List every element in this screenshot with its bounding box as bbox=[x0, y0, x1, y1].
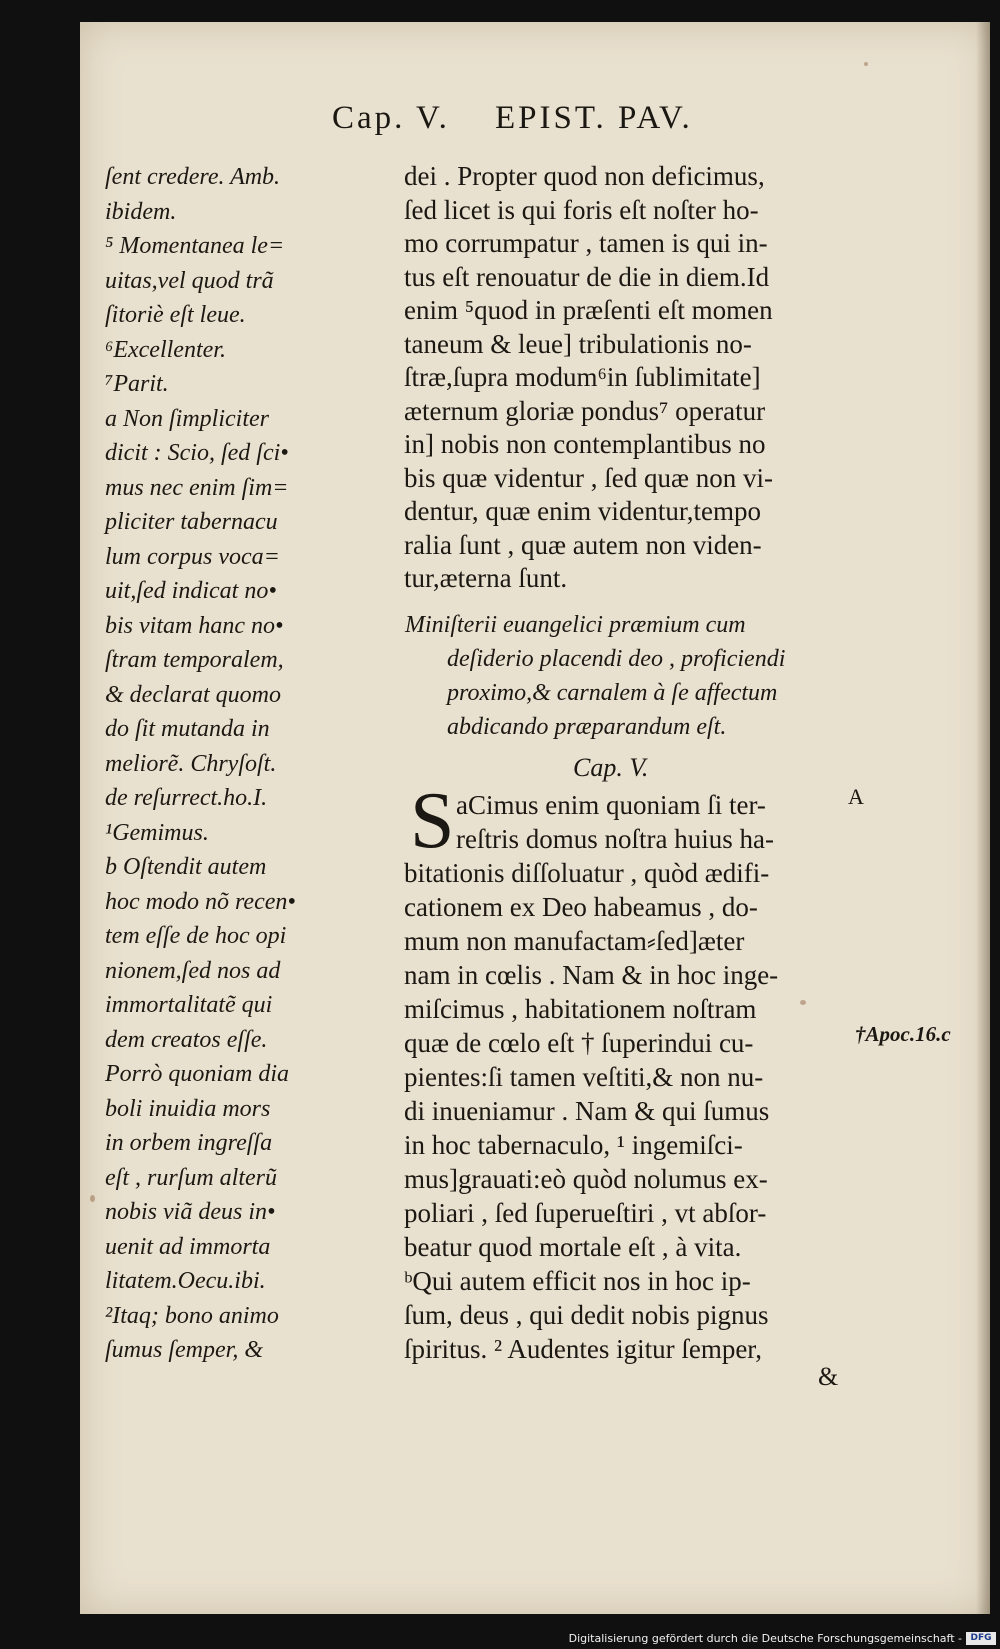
margin-note-line: dem creatos eſſe. bbox=[105, 1026, 268, 1053]
text-line: enim ⁵quod in præſenti eſt momen bbox=[404, 295, 773, 325]
main-text-block-1 bbox=[404, 160, 854, 596]
text-line: miſcimus , habitationem noſtram bbox=[404, 994, 757, 1024]
drop-capital: S bbox=[410, 777, 455, 865]
text-line: beatur quod mortale eſt , à vita. bbox=[404, 1232, 742, 1262]
margin-note-line: boli inuidia mors bbox=[105, 1095, 271, 1122]
margin-note-line: dicit : Scio, ſed ſci• bbox=[105, 440, 289, 466]
summary-line: proximo,& carnalem à ſe affectum bbox=[447, 680, 778, 706]
margin-note-line: lum corpus voca= bbox=[105, 543, 280, 570]
margin-note-line: immortalitatẽ qui bbox=[105, 992, 273, 1018]
margin-note-line: bis vitam hanc no• bbox=[105, 612, 284, 639]
margin-note-line: Porrò quoniam dia bbox=[105, 1061, 290, 1087]
text-line: ſed licet is qui foris eſt noſter ho- bbox=[404, 194, 759, 225]
margin-note-line: ⁵ Momentanea le= bbox=[105, 233, 285, 259]
margin-note-line: mus nec enim ſim= bbox=[105, 474, 289, 501]
margin-note-line: meliorẽ. Chryſoſt. bbox=[105, 750, 277, 777]
margin-note-line: nionem,ſed nos ad bbox=[105, 957, 281, 984]
margin-note-line: b Oſtendit autem bbox=[105, 854, 267, 880]
margin-note-line: uit,ſed indicat no• bbox=[105, 578, 277, 604]
margin-note-line: litatem.Oecu.ibi. bbox=[105, 1268, 266, 1294]
margin-note-line: hoc modo nõ recen• bbox=[105, 888, 296, 915]
text-line: ralia ſunt , quæ autem non viden- bbox=[404, 529, 762, 560]
margin-note-line: uenit ad immorta bbox=[105, 1233, 271, 1260]
main-text-block-2 bbox=[404, 777, 854, 1366]
catchword: & bbox=[818, 1362, 839, 1391]
margin-note-line: nobis viã deus in• bbox=[105, 1199, 276, 1225]
header-chapter: Cap. V. bbox=[332, 100, 450, 136]
dfg-logo: DFG bbox=[966, 1632, 996, 1645]
running-header bbox=[240, 100, 800, 150]
text-line: poliari , ſed ſuperueſtiri , vt abſor- bbox=[404, 1198, 767, 1228]
text-line: dentur, quæ enim videntur,tempo bbox=[404, 496, 762, 526]
margin-note-line: pliciter tabernacu bbox=[105, 509, 278, 535]
text-line: ſum, deus , qui dedit nobis pignus bbox=[404, 1300, 769, 1330]
margin-note-line: a Non ſimpliciter bbox=[105, 405, 269, 432]
text-line: pientes:ſi tamen veſtiti,& non nu- bbox=[404, 1062, 764, 1092]
text-line: tus eſt renouatur de die in diem.Id bbox=[404, 261, 770, 292]
footer-credit: Digitalisierung gefördert durch die Deutsche Forschungsgemeinschaft - bbox=[568, 1632, 962, 1645]
text-line: ᵇQui autem efficit nos in hoc ip- bbox=[404, 1266, 751, 1296]
margin-note-line: ⁶Excellenter. bbox=[105, 336, 226, 363]
margin-note-line: eſt , rurſum alterũ bbox=[105, 1164, 277, 1191]
margin-note-line: ²Itaq; bono animo bbox=[105, 1302, 279, 1329]
text-line: mum non manufactam⸗ſed]æter bbox=[404, 926, 745, 956]
summary-line: deſiderio placendi deo , proficiendi bbox=[447, 646, 786, 672]
text-line: taneum & leue] tribulationis no- bbox=[404, 328, 752, 359]
page-edge-shadow bbox=[976, 22, 990, 1614]
text-line: nam in cœlis . Nam & in hoc inge- bbox=[404, 960, 779, 990]
text-line: tur,æterna ſunt. bbox=[404, 563, 568, 593]
header-title: EPIST. PAV. bbox=[495, 100, 693, 136]
text-line: bitationis diſſoluatur , quòd ædifi- bbox=[404, 858, 770, 888]
margin-note-line: do ſit mutanda in bbox=[105, 716, 270, 742]
ink-spot bbox=[90, 1195, 95, 1202]
text-line: aCimus enim quoniam ſi ter- bbox=[456, 790, 766, 820]
text-line: dei . Propter quod non deficimus, bbox=[404, 161, 765, 191]
margin-note-line: de reſurrect.ho.I. bbox=[105, 785, 268, 811]
margin-note-line: in orbem ingreſſa bbox=[105, 1130, 273, 1156]
marginal-notes bbox=[105, 160, 405, 1368]
margin-note-line: tem eſſe de hoc opi bbox=[105, 923, 287, 949]
text-line: æternum gloriæ pondus⁷ operatur bbox=[404, 395, 766, 426]
margin-note-line: & declarat quomo bbox=[105, 681, 281, 708]
sidenote-reference: †Apoc.16.c bbox=[855, 1022, 951, 1046]
summary-line: Miniſterii euangelici præmium cum bbox=[405, 612, 746, 638]
margin-note-line: uitas,vel quod trã bbox=[105, 267, 274, 294]
summary-line: abdicando præparandum eſt. bbox=[447, 714, 727, 740]
text-line: mo corrumpatur , tamen is qui in- bbox=[404, 228, 768, 258]
margin-note-line: ⁷Parit. bbox=[105, 371, 169, 397]
text-line: mus]grauati:eò quòd nolumus ex- bbox=[404, 1164, 768, 1194]
margin-note-line: ſtram temporalem, bbox=[105, 647, 284, 673]
text-line: reſtris domus noſtra huius ha- bbox=[456, 824, 774, 854]
text-line: di inueniamur . Nam & qui ſumus bbox=[404, 1096, 770, 1126]
chapter-heading: Cap. V. bbox=[573, 753, 649, 782]
text-line: quæ de cœlo eſt † ſuperindui cu- bbox=[404, 1028, 754, 1058]
margin-note-line: ſitoriè eſt leue. bbox=[105, 302, 246, 328]
margin-note-line: ibidem. bbox=[105, 198, 177, 225]
margin-note-line: ſent credere. Amb. bbox=[105, 164, 281, 190]
text-line: ſtræ,ſupra modum⁶in ſublimitate] bbox=[404, 362, 761, 392]
margin-note-line: ſumus ſemper, & bbox=[105, 1337, 263, 1363]
margin-note-line: ¹Gemimus. bbox=[105, 819, 209, 846]
ink-spot bbox=[864, 62, 868, 66]
text-line: in] nobis non contemplantibus no bbox=[404, 429, 766, 459]
text-line: bis quæ videntur , ſed quæ non vi- bbox=[404, 462, 773, 493]
chapter-summary bbox=[405, 608, 845, 744]
text-line: in hoc tabernaculo, ¹ ingemiſci- bbox=[404, 1130, 743, 1160]
sidenote-letter: A bbox=[848, 784, 864, 809]
text-line: ſpiritus. ² Audentes igitur ſemper, bbox=[404, 1334, 762, 1364]
text-line: cationem ex Deo habeamus , do- bbox=[404, 892, 758, 922]
